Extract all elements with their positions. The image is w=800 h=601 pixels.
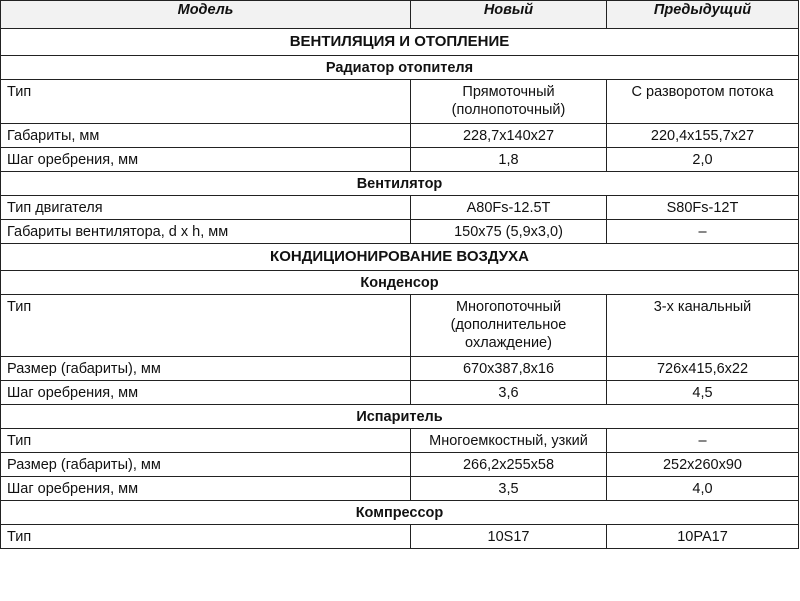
value-new: Многопоточный (дополнительное охлаждение) bbox=[411, 295, 607, 357]
value-previous: – bbox=[607, 220, 799, 244]
value-new: 150x75 (5,9x3,0) bbox=[411, 220, 607, 244]
value-previous: 4,5 bbox=[607, 381, 799, 405]
row-label: Шаг оребрения, мм bbox=[1, 477, 411, 501]
value-new: 266,2x255x58 bbox=[411, 453, 607, 477]
subsection-heading-fan bbox=[1, 172, 799, 196]
value-new: Многоемкостный, узкий bbox=[411, 429, 607, 453]
subsection-heading-evaporator bbox=[1, 405, 799, 429]
value-previous: С разворотом потока bbox=[607, 80, 799, 124]
value-previous: 252x260x90 bbox=[607, 453, 799, 477]
table-row bbox=[1, 148, 799, 172]
subsection-heading-compressor bbox=[1, 501, 799, 525]
section-heading-ac bbox=[1, 244, 799, 271]
subsection-heading-condenser bbox=[1, 271, 799, 295]
value-new: 1,8 bbox=[411, 148, 607, 172]
subsection-heading-radiator bbox=[1, 56, 799, 80]
header-new: Новый bbox=[411, 1, 607, 29]
row-label: Шаг оребрения, мм bbox=[1, 381, 411, 405]
subsection-title: Конденсор bbox=[1, 271, 799, 295]
table-row bbox=[1, 124, 799, 148]
value-previous: 220,4x155,7x27 bbox=[607, 124, 799, 148]
value-previous: 2,0 bbox=[607, 148, 799, 172]
value-previous: 3-х канальный bbox=[607, 295, 799, 357]
value-previous: – bbox=[607, 429, 799, 453]
row-label: Шаг оребрения, мм bbox=[1, 148, 411, 172]
table-row bbox=[1, 477, 799, 501]
row-label: Габариты, мм bbox=[1, 124, 411, 148]
subsection-title: Радиатор отопителя bbox=[1, 56, 799, 80]
section-title: ВЕНТИЛЯЦИЯ И ОТОПЛЕНИЕ bbox=[1, 29, 799, 56]
table-row bbox=[1, 357, 799, 381]
table-row bbox=[1, 525, 799, 549]
row-label: Тип bbox=[1, 295, 411, 357]
value-new: 228,7x140x27 bbox=[411, 124, 607, 148]
subsection-title: Компрессор bbox=[1, 501, 799, 525]
value-previous: S80Fs-12T bbox=[607, 196, 799, 220]
section-heading-heating bbox=[1, 29, 799, 56]
header-model: Модель bbox=[1, 1, 411, 29]
value-new: 670x387,8x16 bbox=[411, 357, 607, 381]
table-row bbox=[1, 196, 799, 220]
section-title: КОНДИЦИОНИРОВАНИЕ ВОЗДУХА bbox=[1, 244, 799, 271]
row-label: Тип bbox=[1, 80, 411, 124]
subsection-title: Испаритель bbox=[1, 405, 799, 429]
row-label: Размер (габариты), мм bbox=[1, 453, 411, 477]
header-row bbox=[1, 1, 799, 29]
row-label: Габариты вентилятора, d x h, мм bbox=[1, 220, 411, 244]
value-new: A80Fs-12.5T bbox=[411, 196, 607, 220]
table-row bbox=[1, 220, 799, 244]
value-new: 3,5 bbox=[411, 477, 607, 501]
table-row bbox=[1, 80, 799, 124]
subsection-title: Вентилятор bbox=[1, 172, 799, 196]
value-new: Прямоточный (полнопоточный) bbox=[411, 80, 607, 124]
value-new: 10S17 bbox=[411, 525, 607, 549]
table-row bbox=[1, 453, 799, 477]
table-row bbox=[1, 295, 799, 357]
header-previous: Предыдущий bbox=[607, 1, 799, 29]
row-label: Тип двигателя bbox=[1, 196, 411, 220]
table-row bbox=[1, 429, 799, 453]
value-previous: 726x415,6x22 bbox=[607, 357, 799, 381]
row-label: Тип bbox=[1, 525, 411, 549]
value-previous: 4,0 bbox=[607, 477, 799, 501]
table-row bbox=[1, 381, 799, 405]
row-label: Тип bbox=[1, 429, 411, 453]
row-label: Размер (габариты), мм bbox=[1, 357, 411, 381]
value-new: 3,6 bbox=[411, 381, 607, 405]
value-previous: 10PA17 bbox=[607, 525, 799, 549]
